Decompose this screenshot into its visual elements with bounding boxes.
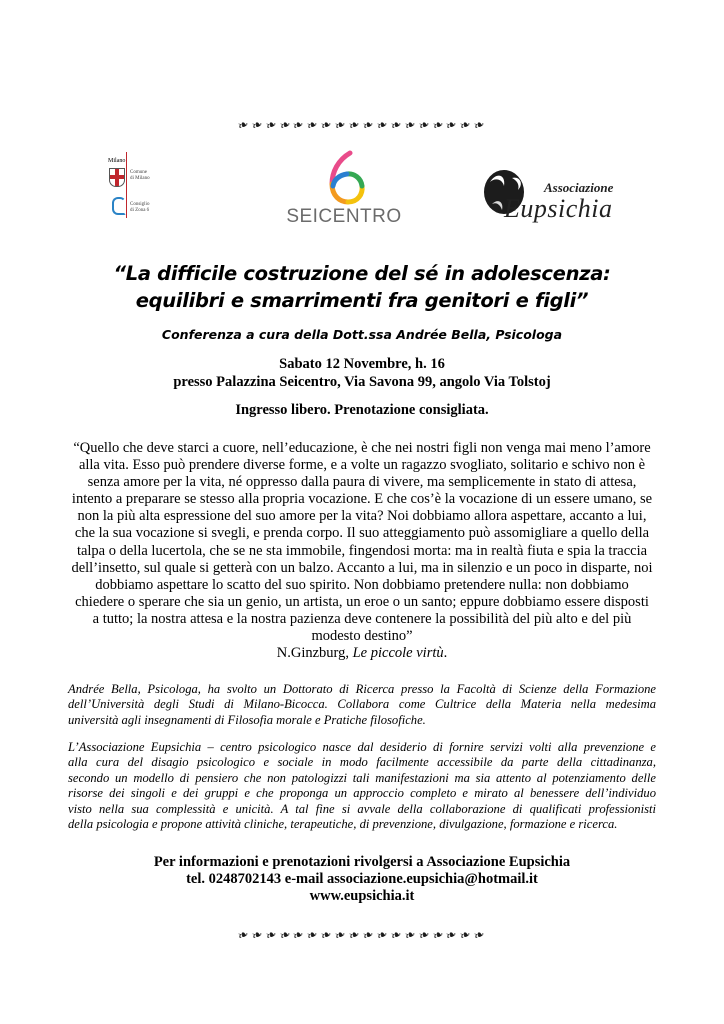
event-subtitle: Conferenza a cura della Dott.ssa Andrée Bella, Psicologa (161, 327, 563, 342)
bio-line: Andrée Bella, Psicologa, ha svolto un Dottorato di Ricerca presso la Facoltà di Scienze della Formazione (68, 682, 656, 696)
quote-line: non la più alta espressione del suo amore per la vita? Noi dobbiamo allora aspettare, accanto a lui, (77, 508, 647, 525)
logo-divider (126, 152, 127, 218)
comune-text (130, 170, 150, 182)
bio-line: risorse dei singoli e dei gruppi e che proponga un approccio completo e mirato al benessere dell’individuo (68, 786, 656, 801)
fleuron-icon: ❧ (263, 116, 280, 135)
eupsichia-logo (482, 168, 622, 228)
event-when (60, 355, 664, 391)
fleuron-icon: ❧ (332, 926, 350, 945)
comune-line: di Milano (130, 176, 150, 181)
fleuron-icon: ❧ (388, 926, 405, 945)
fleuron-icon: ❧ (291, 926, 308, 945)
fleuron-icon: ❧ (346, 116, 364, 135)
fleuron-icon: ❧ (472, 116, 489, 135)
fleuron-icon: ❧ (388, 116, 405, 135)
quote-line: alla vita. Esso può prendere diverse forme, e a volte un ragazzo svogliato, solitario e schivo non è (78, 457, 646, 474)
fleuron-icon: ❧ (458, 116, 475, 135)
fleuron-icon: ❧ (430, 926, 447, 945)
eupsichia-assoc-label: Associazione (544, 180, 614, 195)
seicentro-wordmark: SEICENTRO (286, 206, 402, 227)
when-date: Sabato 12 Novembre, h. 16 (279, 356, 445, 372)
ginzburg-quote (60, 440, 664, 662)
consiglio-line: di Zona 6 (130, 208, 150, 213)
contacts-website: www.eupsichia.it (309, 888, 415, 904)
fleuron-icon: ❧ (402, 116, 419, 135)
fleuron-icon: ❧ (416, 116, 433, 135)
quote-line: a tutto; la nostra attesa e la nostra pazienza deve contenere la possibilità del più alto e del più (92, 610, 632, 627)
contacts-intro: Per informazioni e prenotazioni rivolgersi a Associazione Eupsichia (153, 854, 571, 870)
zona-6-icon (112, 197, 126, 215)
top-ornament (0, 118, 724, 133)
seicentro-logo (284, 150, 404, 230)
fleuron-icon: ❧ (263, 926, 280, 945)
bio-bella (68, 682, 656, 728)
quote-line: senza amore per la vita, né oppresso dalla paura di vivere, ma semplicemente in stato di attesa, (87, 474, 637, 491)
bio-line: università agli insegnamenti di Filosofia morale e Pratiche filosofiche. (68, 712, 426, 727)
fleuron-icon: ❧ (374, 116, 392, 135)
quote-line: dobbiamo aspettare lo scatto del suo spirito. Non dobbiamo pretendere nulla: non dobbiamo (95, 576, 629, 593)
eupsichia-name: Eupsichia (504, 194, 613, 223)
fleuron-icon: ❧ (277, 116, 294, 135)
bio-line: alla cura del disagio psicologico e sociale in modo facilmente accessibile da parte della cittadinanza, (68, 755, 656, 770)
quote-work: Le piccole virtù (352, 645, 444, 662)
fleuron-icon: ❧ (360, 926, 378, 945)
fleuron-icon: ❧ (458, 926, 475, 945)
contacts (60, 854, 664, 905)
fleuron-icon: ❧ (402, 926, 419, 945)
fleuron-icon: ❧ (277, 926, 294, 945)
fleuron-icon: ❧ (346, 926, 364, 945)
bio-line: dell’Università degli Studi di Milano-Bicocca. Collabora come Cultrice della Materia nella medesima (68, 697, 656, 712)
consiglio-line: Consiglio (130, 202, 150, 207)
quote-end: . (443, 645, 448, 662)
milano-shield-icon (109, 168, 125, 187)
quote-author: N.Ginzburg, (276, 645, 353, 662)
fleuron-icon: ❧ (319, 926, 336, 945)
comune-line: Comune (130, 170, 147, 175)
fleuron-icon: ❧ (235, 116, 252, 135)
event-entry: Ingresso libero. Prenotazione consigliata. (235, 402, 489, 418)
fleuron-icon: ❧ (360, 116, 378, 135)
fleuron-icon: ❧ (332, 116, 350, 135)
fleuron-icon: ❧ (305, 116, 322, 135)
bottom-ornament (0, 928, 724, 943)
fleuron-icon: ❧ (249, 116, 266, 135)
fleuron-icon: ❧ (444, 116, 461, 135)
title-line: equilibri e smarrimenti fra genitori e figli” (135, 289, 589, 312)
fleuron-icon: ❧ (444, 926, 461, 945)
fleuron-icon: ❧ (291, 116, 308, 135)
bio-associazione (68, 740, 656, 832)
milano-title: Milano (108, 158, 126, 164)
bio-line: secondo un modello di pensiero che non patologizzi tali manifestazioni ma sia attento al potenziamento delle (68, 770, 656, 785)
quote-line: dell’insetto, sul quale si getterà con un balzo. Accanto a lui, ma in silenzio e un poco in disparte, noi (71, 559, 653, 576)
quote-line: talpa o della lucertola, che se ne sta immobile, fingendosi morta: ma in realtà fiuta e spia la traccia (76, 542, 648, 559)
title-line: “La difficile costruzione del sé in adolescenza: (113, 262, 611, 285)
fleuron-icon: ❧ (319, 116, 336, 135)
event-title (60, 260, 664, 314)
bio-line: della psicologia e propone attività cliniche, terapeutiche, di prevenzione, divulgazione, formazione e ricerca. (68, 817, 618, 832)
contacts-phone-email: tel. 0248702143 e-mail associazione.eupsichia@hotmail.it (186, 871, 538, 887)
quote-line: chiedere o sperare che sia un genio, un artista, un eroe o un santo; eppure dobbiamo essere disposti (75, 593, 649, 610)
quote-line: modesto destino” (311, 628, 413, 645)
quote-line: che la sua vocazione si svegli, e prenda corpo. Il suo atteggiamento può assomigliare a quello della (74, 525, 650, 542)
quote-line: intento a preparare se stesso alla propria vocazione. E che cos’è la vocazione di un essere umano, se (71, 491, 653, 508)
bio-line: visto nella sua complessità e unicità. A tal fine si avvale della collaborazione di qualificati professionisti (68, 801, 656, 816)
quote-attribution (60, 645, 664, 662)
fleuron-icon: ❧ (305, 926, 322, 945)
comune-milano-logo (108, 150, 178, 220)
fleuron-icon: ❧ (416, 926, 433, 945)
consiglio-text (130, 202, 149, 214)
six-numeral-icon (320, 150, 368, 206)
bio-line: L’Associazione Eupsichia – centro psicologico nasce dal desiderio di fornire servizi volti alla prevenzione e (68, 740, 656, 754)
fleuron-icon: ❧ (430, 116, 447, 135)
fleuron-icon: ❧ (249, 926, 266, 945)
fleuron-icon: ❧ (235, 926, 252, 945)
when-place: presso Palazzina Seicentro, Via Savona 99, angolo Via Tolstoj (173, 374, 551, 390)
quote-line: “Quello che deve starci a cuore, nell’educazione, è che nei nostri figli non venga mai meno l’amore (73, 440, 651, 456)
fleuron-icon: ❧ (374, 926, 392, 945)
fleuron-icon: ❧ (472, 926, 489, 945)
